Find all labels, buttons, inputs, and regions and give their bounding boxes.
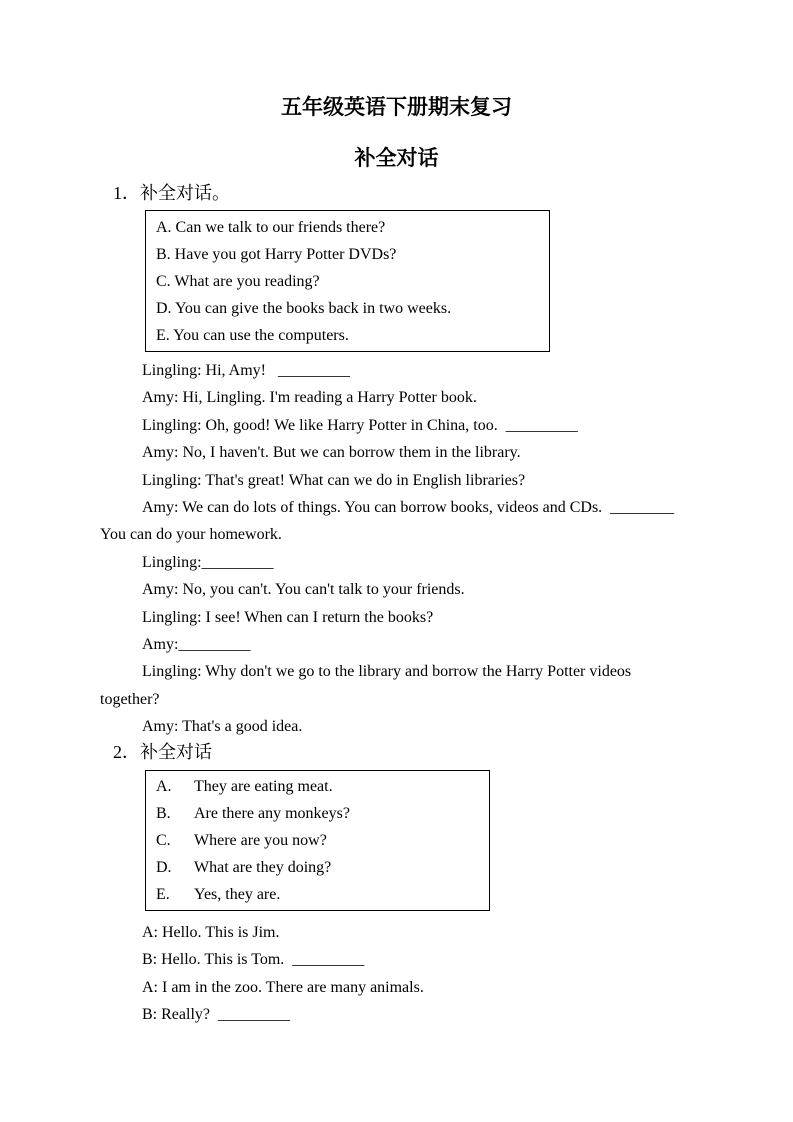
dialogue-line: Lingling: I see! When can I return the books?	[142, 608, 434, 626]
document-subtitle: 补全对话	[354, 146, 439, 170]
section2-option-c	[156, 827, 489, 854]
option-text: They are eating meat.	[194, 777, 333, 795]
dialogue-line-continuation: You can do your homework.	[100, 526, 282, 544]
section1-option-d: D. You can give the books back in two weeks.	[156, 300, 452, 317]
dialogue-line: Lingling: Why don't we go to the library and borrow the Harry Potter videos	[142, 663, 632, 681]
section2-option-e	[156, 881, 489, 908]
dialogue-line: B: Really? _________	[142, 1006, 290, 1024]
dialogue-line: Amy:_________	[142, 636, 251, 654]
dialogue-line: Amy: We can do lots of things. You can borrow books, videos and CDs. ________	[142, 499, 675, 517]
option-text: Are there any monkeys?	[194, 804, 350, 822]
section2-option-b	[156, 800, 489, 827]
option-text: Where are you now?	[194, 831, 327, 849]
dialogue-line: Amy: That's a good idea.	[142, 718, 303, 736]
option-text: What are they doing?	[194, 858, 332, 876]
dialogue-line: A: I am in the zoo. There are many animals.	[142, 978, 424, 996]
option-letter: B.	[156, 804, 171, 822]
section1-option-a: A. Can we talk to our friends there?	[156, 219, 386, 236]
dialogue-line: Lingling: That's great! What can we do in English libraries?	[142, 471, 526, 489]
section1-option-e: E. You can use the computers.	[156, 327, 349, 344]
section1-dialogue	[100, 357, 693, 741]
section2-heading: 2．补全对话	[113, 741, 212, 762]
dialogue-line: Amy: No, I haven't. But we can borrow them in the library.	[142, 444, 521, 462]
dialogue-line: Lingling:_________	[142, 553, 274, 571]
section1-option-b: B. Have you got Harry Potter DVDs?	[156, 246, 397, 263]
dialogue-line: Lingling: Hi, Amy! _________	[142, 362, 350, 379]
option-letter: E.	[156, 885, 170, 903]
option-letter: A.	[156, 777, 172, 795]
section1-options-box	[145, 210, 550, 352]
section2-option-a	[156, 773, 489, 800]
section1-heading: 1．补全对话。	[113, 183, 230, 203]
document-title: 五年级英语下册期末复习	[281, 95, 512, 119]
dialogue-line: A: Hello. This is Jim.	[142, 923, 280, 941]
option-letter: D.	[156, 858, 172, 876]
section2-dialogue	[100, 919, 693, 1029]
section2-options-box	[145, 770, 490, 911]
dialogue-line: B: Hello. This is Tom. _________	[142, 951, 365, 969]
option-text: Yes, they are.	[194, 885, 281, 903]
section1-option-c: C. What are you reading?	[156, 273, 320, 290]
dialogue-line: Amy: Hi, Lingling. I'm reading a Harry Potter book.	[142, 389, 477, 407]
section2-option-d	[156, 854, 489, 881]
dialogue-line: Amy: No, you can't. You can't talk to your friends.	[142, 581, 465, 599]
dialogue-line: Lingling: Oh, good! We like Harry Potter in China, too. _________	[142, 416, 578, 434]
dialogue-line-continuation: together?	[100, 690, 160, 708]
option-letter: C.	[156, 831, 171, 849]
